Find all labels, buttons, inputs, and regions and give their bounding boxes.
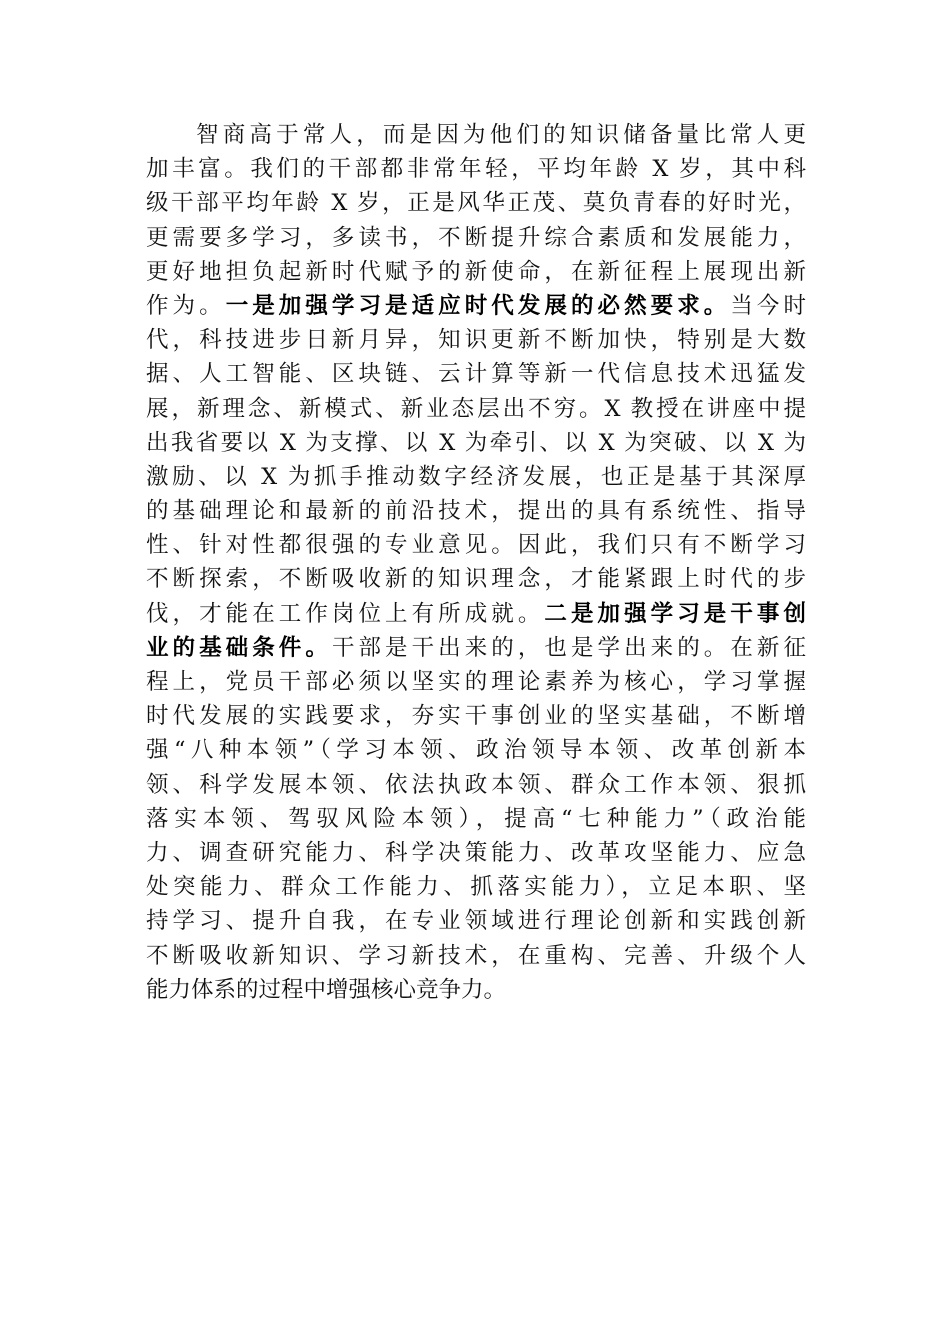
text-line	[146, 426, 806, 460]
text-line	[146, 973, 806, 1007]
text-line	[146, 118, 806, 152]
text-segment: 作为。	[146, 292, 226, 319]
text-segment: 能力体系的过程中增强核心竞争力。	[146, 976, 507, 1003]
text-segment: 当今时	[730, 292, 806, 319]
text-line	[146, 665, 806, 699]
bold-heading-segment: 一是加强学习是适应时代发展的必然要求。	[225, 292, 731, 319]
text-segment: 力、调查研究能力、科学决策能力、改革攻坚能力、应急	[146, 839, 806, 866]
text-segment: 据、人工智能、区块链、云计算等新一代信息技术迅猛发	[146, 361, 806, 388]
text-line	[146, 186, 806, 220]
text-segment: 领、科学发展本领、依法执政本领、群众工作本领、狠抓	[146, 771, 806, 798]
text-line	[146, 904, 806, 938]
text-segment: 落实本领、驾驭风险本领），提高“七种能力”（政治能	[146, 805, 806, 832]
text-line	[146, 255, 806, 289]
text-line	[146, 357, 806, 391]
text-segment: 展，新理念、新模式、新业态层出不穷。X 教授在讲座中提	[146, 395, 806, 422]
text-line	[146, 460, 806, 494]
text-segment: 激励、以 X 为抓手推动数字经济发展，也正是基于其深厚	[146, 463, 806, 490]
text-segment: 时代发展的实践要求，夯实干事创业的坚实基础，不断增	[146, 703, 806, 730]
text-segment: 不断探索，不断吸收新的知识理念，才能紧跟上时代的步	[146, 566, 806, 593]
bold-heading-segment: 二是加强学习是干事创	[544, 600, 806, 627]
text-line	[146, 836, 806, 870]
text-line	[146, 768, 806, 802]
text-line	[146, 528, 806, 562]
text-line	[146, 289, 806, 323]
text-segment: 性、针对性都很强的专业意见。因此，我们只有不断学习	[146, 532, 806, 559]
text-line	[146, 323, 806, 357]
text-line	[146, 152, 806, 186]
text-segment: 更需要多学习，多读书，不断提升综合素质和发展能力，	[146, 224, 806, 251]
text-segment: 持学习、提升自我，在专业领域进行理论创新和实践创新	[146, 908, 806, 935]
text-segment: 级干部平均年龄 X 岁，正是风华正茂、莫负青春的好时光，	[146, 190, 806, 217]
text-segment: 强“八种本领”（学习本领、政治领导本领、改革创新本	[146, 737, 806, 764]
text-line	[146, 631, 806, 665]
body-paragraph	[146, 118, 806, 1007]
text-segment: 更好地担负起新时代赋予的新使命，在新征程上展现出新	[146, 258, 806, 285]
text-segment: 干部是干出来的，也是学出来的。在新征	[331, 634, 806, 661]
text-segment: 的基础理论和最新的前沿技术，提出的具有系统性、指导	[146, 498, 806, 525]
text-line	[146, 939, 806, 973]
text-segment: 智商高于常人，而是因为他们的知识储备量比常人更	[196, 122, 806, 148]
text-line	[146, 562, 806, 596]
text-segment: 加丰富。我们的干部都非常年轻，平均年龄 X 岁，其中科	[146, 156, 806, 183]
text-segment: 程上，党员干部必须以坚实的理论素养为核心，学习掌握	[146, 669, 806, 695]
text-segment: 出我省要以 X 为支撑、以 X 为牵引、以 X 为突破、以 X 为	[146, 429, 806, 456]
text-segment: 不断吸收新知识、学习新技术，在重构、完善、升级个人	[146, 942, 806, 969]
text-line	[146, 221, 806, 255]
text-segment: 伐，才能在工作岗位上有所成就。	[146, 600, 545, 627]
text-segment: 代，科技进步日新月异，知识更新不断加快，特别是大数	[146, 327, 806, 354]
text-line	[146, 494, 806, 528]
text-line	[146, 699, 806, 733]
text-line	[146, 870, 806, 904]
text-line	[146, 597, 806, 631]
text-segment: 处突能力、群众工作能力、抓落实能力），立足本职、坚	[146, 874, 806, 901]
bold-heading-segment: 业的基础条件。	[146, 634, 332, 661]
text-line	[146, 392, 806, 426]
text-line	[146, 733, 806, 767]
text-line	[146, 802, 806, 836]
